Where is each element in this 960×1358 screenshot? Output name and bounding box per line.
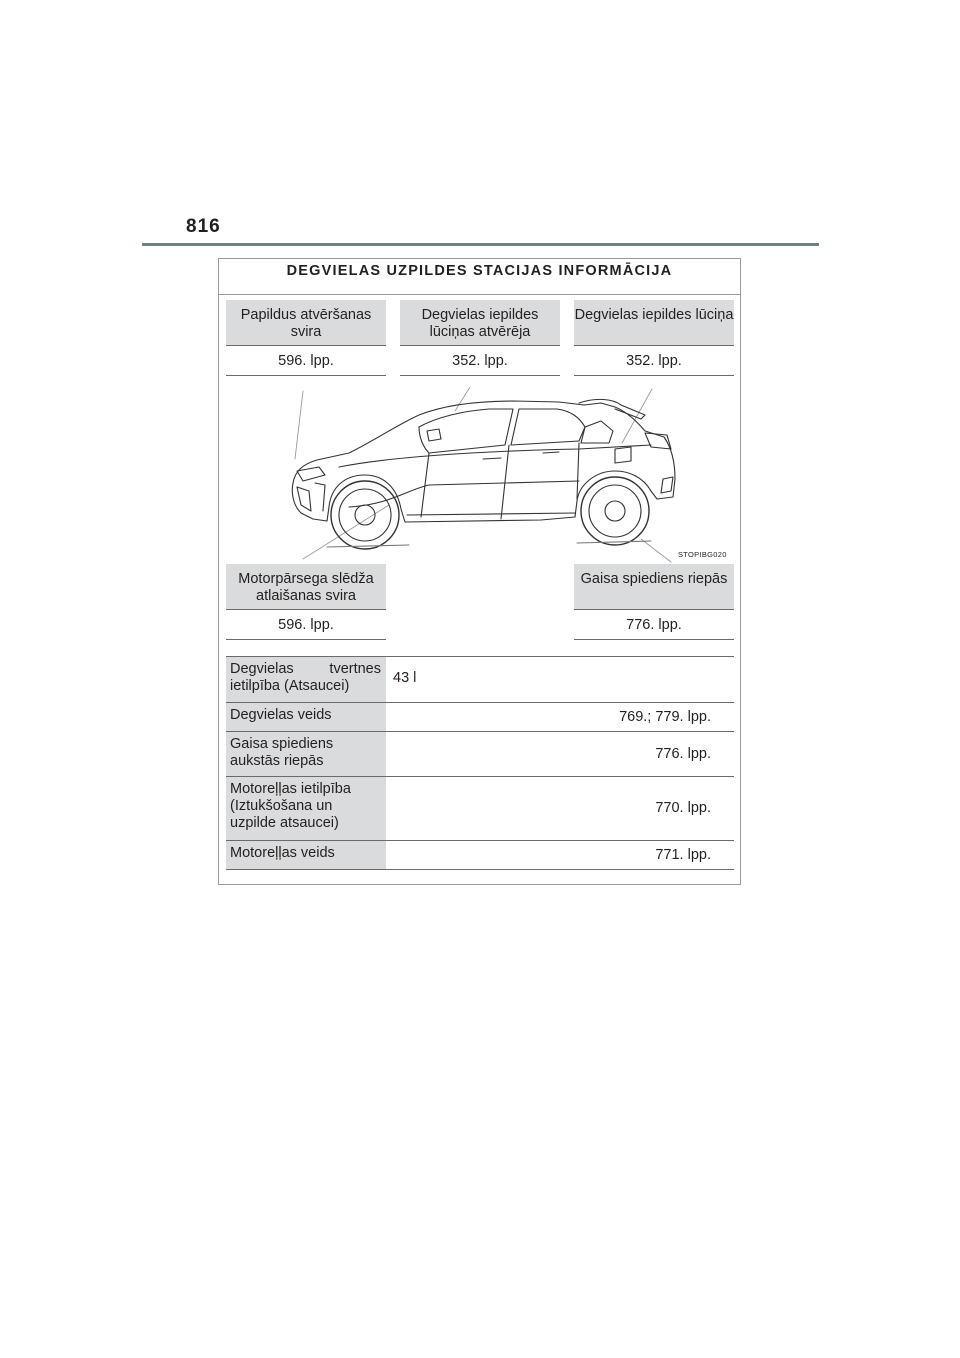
spec-key: Motoreļļas ietilpība (Iztukšošana un uzpilde atsaucei) bbox=[226, 777, 386, 840]
fuel-info-panel bbox=[218, 258, 741, 885]
callout-fuel-door-opener bbox=[400, 300, 560, 376]
spec-value[interactable]: 776. lpp. bbox=[655, 745, 711, 762]
leader-lines bbox=[295, 387, 671, 562]
spec-key: Degvielas veids bbox=[226, 703, 386, 731]
panel-title-rule bbox=[219, 294, 740, 295]
panel-title: DEGVIELAS UZPILDES STACIJAS INFORMĀCIJA bbox=[286, 263, 673, 279]
spec-value[interactable]: 771. lpp. bbox=[655, 846, 711, 863]
callout-page-ref[interactable]: 776. lpp. bbox=[574, 610, 734, 640]
page-number: 816 bbox=[186, 216, 221, 237]
callout-page-ref[interactable]: 352. lpp. bbox=[400, 346, 560, 376]
spec-value[interactable]: 770. lpp. bbox=[655, 800, 711, 816]
table-row bbox=[226, 657, 734, 703]
table-row bbox=[226, 732, 734, 777]
callout-label: Degvielas iepildes lūciņa bbox=[574, 300, 734, 346]
car-illustration bbox=[279, 387, 739, 567]
callout-label: Papildus atvēršanas svira bbox=[226, 300, 386, 346]
header-rule bbox=[142, 243, 819, 246]
callout-hood-release-lever bbox=[226, 564, 386, 640]
callout-tire-pressure bbox=[574, 564, 734, 640]
table-row bbox=[226, 703, 734, 732]
spec-key: Gaisa spiediens aukstās riepās bbox=[226, 732, 386, 776]
callout-auxiliary-release-lever bbox=[226, 300, 386, 376]
spec-key: Degvielas tvertnes ietilpība (Atsaucei) bbox=[226, 657, 386, 702]
table-row bbox=[226, 777, 734, 841]
spec-value: 43 l bbox=[393, 670, 417, 686]
callout-label: Degvielas iepildes lūciņas atvērēja bbox=[400, 300, 560, 346]
callout-page-ref[interactable]: 352. lpp. bbox=[574, 346, 734, 376]
figure-code: STOPIBG020 bbox=[678, 550, 727, 559]
callout-label: Motorpārsega slēdža atlaišanas svira bbox=[226, 564, 386, 610]
spec-key: Motoreļļas veids bbox=[226, 841, 386, 869]
callout-label: Gaisa spiediens riepās bbox=[574, 564, 734, 610]
spec-table bbox=[226, 656, 734, 870]
callout-page-ref[interactable]: 596. lpp. bbox=[226, 346, 386, 376]
callout-page-ref[interactable]: 596. lpp. bbox=[226, 610, 386, 640]
callout-fuel-door bbox=[574, 300, 734, 376]
table-row bbox=[226, 841, 734, 870]
spec-value[interactable]: 769.; 779. lpp. bbox=[619, 708, 711, 725]
